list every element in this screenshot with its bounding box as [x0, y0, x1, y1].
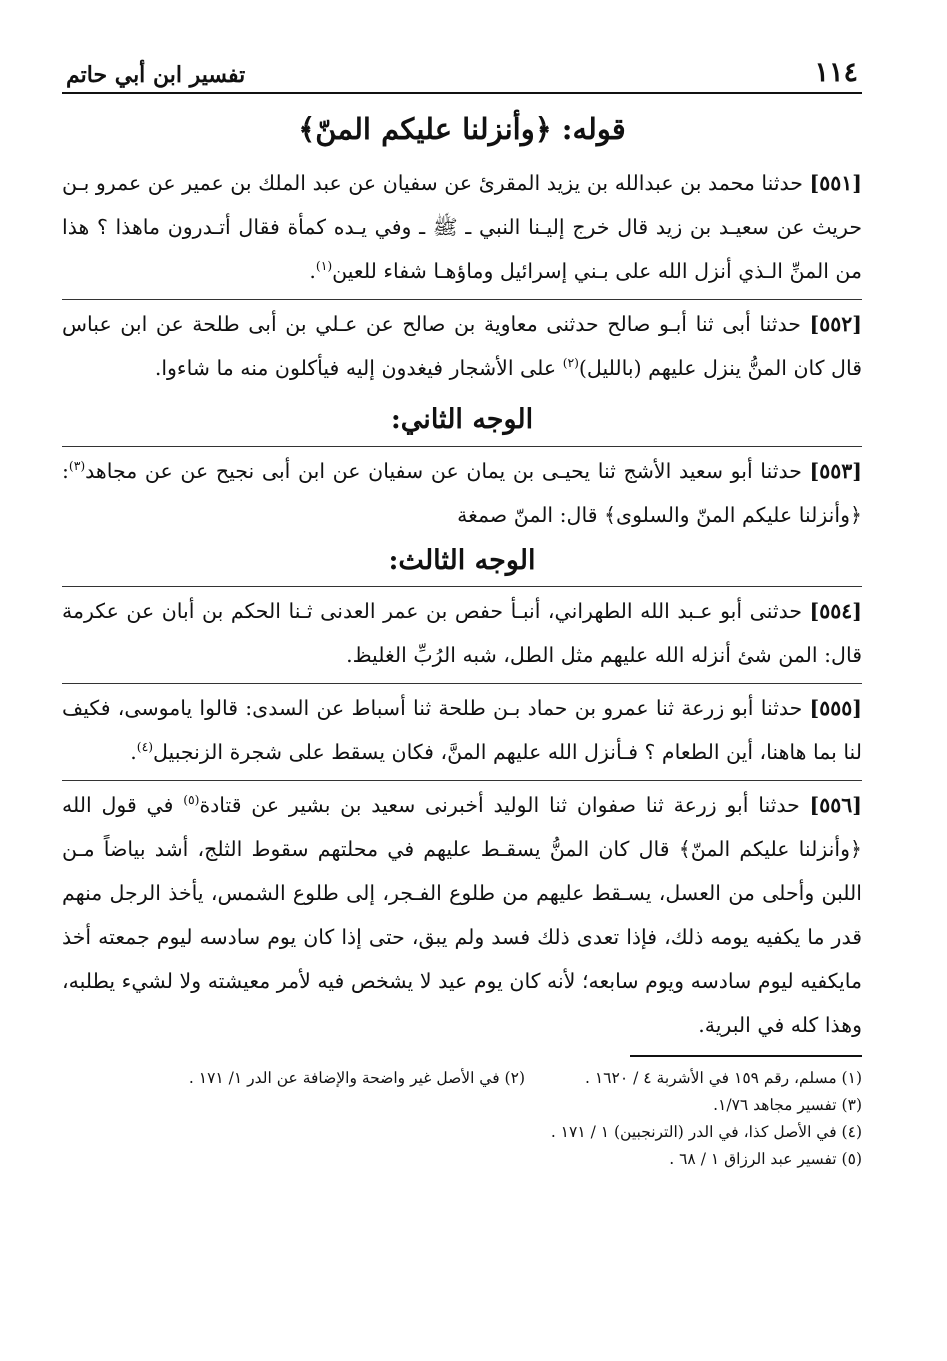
- paragraph-551: [62, 161, 862, 293]
- paragraph-text: حدثنا محمد بن عبدالله بن يزيد المقرئ عن سفيان عن عبد الملك بن عمير عن عمرو بـن حريث عن سعيـد بن زيد قال خرج إليـنا النبي ـ ﷺ ـ وفي يـده كمأة فقال أتـدرون ماهذا ؟ هذا من المنِّ الـذي أنزل الله على بـني إسرائيل وماؤهـا شفاء للعين: [62, 170, 862, 283]
- narration-number: [٥٥٤]: [809, 598, 862, 623]
- document-page: [62, 44, 862, 1173]
- narration-number: [٥٥٢]: [809, 311, 862, 336]
- paragraph-552: [62, 299, 862, 390]
- footnote-1: (١) مسلم، رقم ١٥٩ في الأشربة ٤ / ١٦٢٠ .: [585, 1068, 862, 1087]
- paragraph-text: حدثنا أبى ثنا أبـو صالح حدثنى معاوية بن صالح عن عـلي بن أبى طلحة عن ابن عباس قال كان المنُّ ينزل عليهم (بالليل): [62, 311, 862, 380]
- book-title: تفسير ابن أبي حاتم: [66, 62, 246, 88]
- footnote-separator: [630, 1055, 862, 1057]
- paragraph-553: [62, 446, 862, 537]
- paragraph-tail: .: [130, 739, 137, 764]
- footnote-3: (٣) تفسير مجاهد ١/٧٦.: [713, 1095, 862, 1114]
- subheading-third-view: الوجه الثالث:: [388, 545, 536, 577]
- paragraph-tail: على الأشجار فيغدون إليه فيأكلون منه ما شاءوا.: [154, 355, 563, 380]
- narration-number: [٥٥٦]: [809, 792, 862, 817]
- footnotes: [62, 1065, 862, 1173]
- narration-number: [٥٥٣]: [809, 459, 862, 484]
- paragraph-554: [62, 586, 862, 677]
- paragraph-text: حدثنا أبو سعيد الأشج ثنا يحيـى بن يمان عن سفيان عن ابن أبى نجيح عن عن مجاهد: [85, 459, 810, 484]
- paragraph-tail: .: [309, 258, 316, 283]
- footnote-ref: (٢): [562, 355, 579, 370]
- narration-number: [٥٥٥]: [809, 695, 862, 720]
- paragraph-text: حدثنا أبو زرعة ثنا صفوان ثنا الوليد أخبرنى سعيد بن بشير عن قتادة: [199, 792, 810, 817]
- subheading-second-view: الوجه الثاني:: [390, 403, 534, 435]
- footnote-ref: (٣): [68, 459, 86, 474]
- footnote-ref: (٤): [136, 739, 153, 754]
- paragraph-556: [62, 780, 862, 1047]
- section-heading: قوله: ﴿وأنزلنا عليكم المنّ﴾: [298, 112, 626, 146]
- footnote-ref: (١): [315, 258, 333, 273]
- footnote-5: (٥) تفسير عبد الرزاق ١ / ٦٨ .: [669, 1149, 862, 1168]
- paragraph-text: حدثنى أبو عـبد الله الطهراني، أنبـأ حفص بن عمر العدنى ثـنا الحكم بن أبان عن عكرمة قال: المن شئ أنزله الله عليهم مثل الطل، شبه الرُبِّ الغليظ.: [62, 598, 862, 667]
- narration-number: [٥٥١]: [809, 170, 862, 195]
- page-number: ١١٤: [814, 57, 858, 88]
- paragraph-tail: : ﴿وأنزلنا عليكم المنّ والسلوى﴾ قال: المنّ صمغة: [62, 459, 862, 528]
- paragraph-text: حدثنا أبو زرعة ثنا عمرو بن حماد بـن طلحة ثنا أسباط عن السدى: قالوا ياموسى، فكيف لنا بما هاهنا، أين الطعام ؟ فـأنزل الله عليهم المنَّ، فكان يسقط على شجرة الزنجبيل: [62, 695, 862, 764]
- running-header: [62, 44, 862, 94]
- footnote-4: (٤) في الأصل كذا، في الدر (الترنجبين) ١ / ١٧١ .: [550, 1122, 862, 1141]
- footnote-2: (٢) في الأصل غير واضحة والإضافة عن الدر ١/ ١٧١ .: [188, 1068, 525, 1087]
- footnote-row: [62, 1065, 862, 1092]
- paragraph-tail: في قول الله ﴿وأنزلنا عليكم المنّ﴾ قال كان المنُّ يسقـط عليهم في محلتهم سقوط الثلج، أشد بياضاً مـن اللبن وأحلى من العسل، يسـقط عليهم من طلوع الفـجر، إلى طلوع الشمس، يأخذ الرجل منهم قدر ما يكفيه يومه ذلك، فإذا تعدى ذلك فسد ولم يبق، حتى إذا كان يوم سادسه ليوم جمعته أخذ مايكفيه ليوم سادسه ويوم سابعه؛ لأنه كان يوم عيد لا يشخص فيه لأمر معيشته ولا لشيء يطلبه، وهذا كله في البرية.: [62, 792, 862, 1037]
- footnote-ref: (٥): [183, 792, 200, 807]
- paragraph-555: [62, 683, 862, 774]
